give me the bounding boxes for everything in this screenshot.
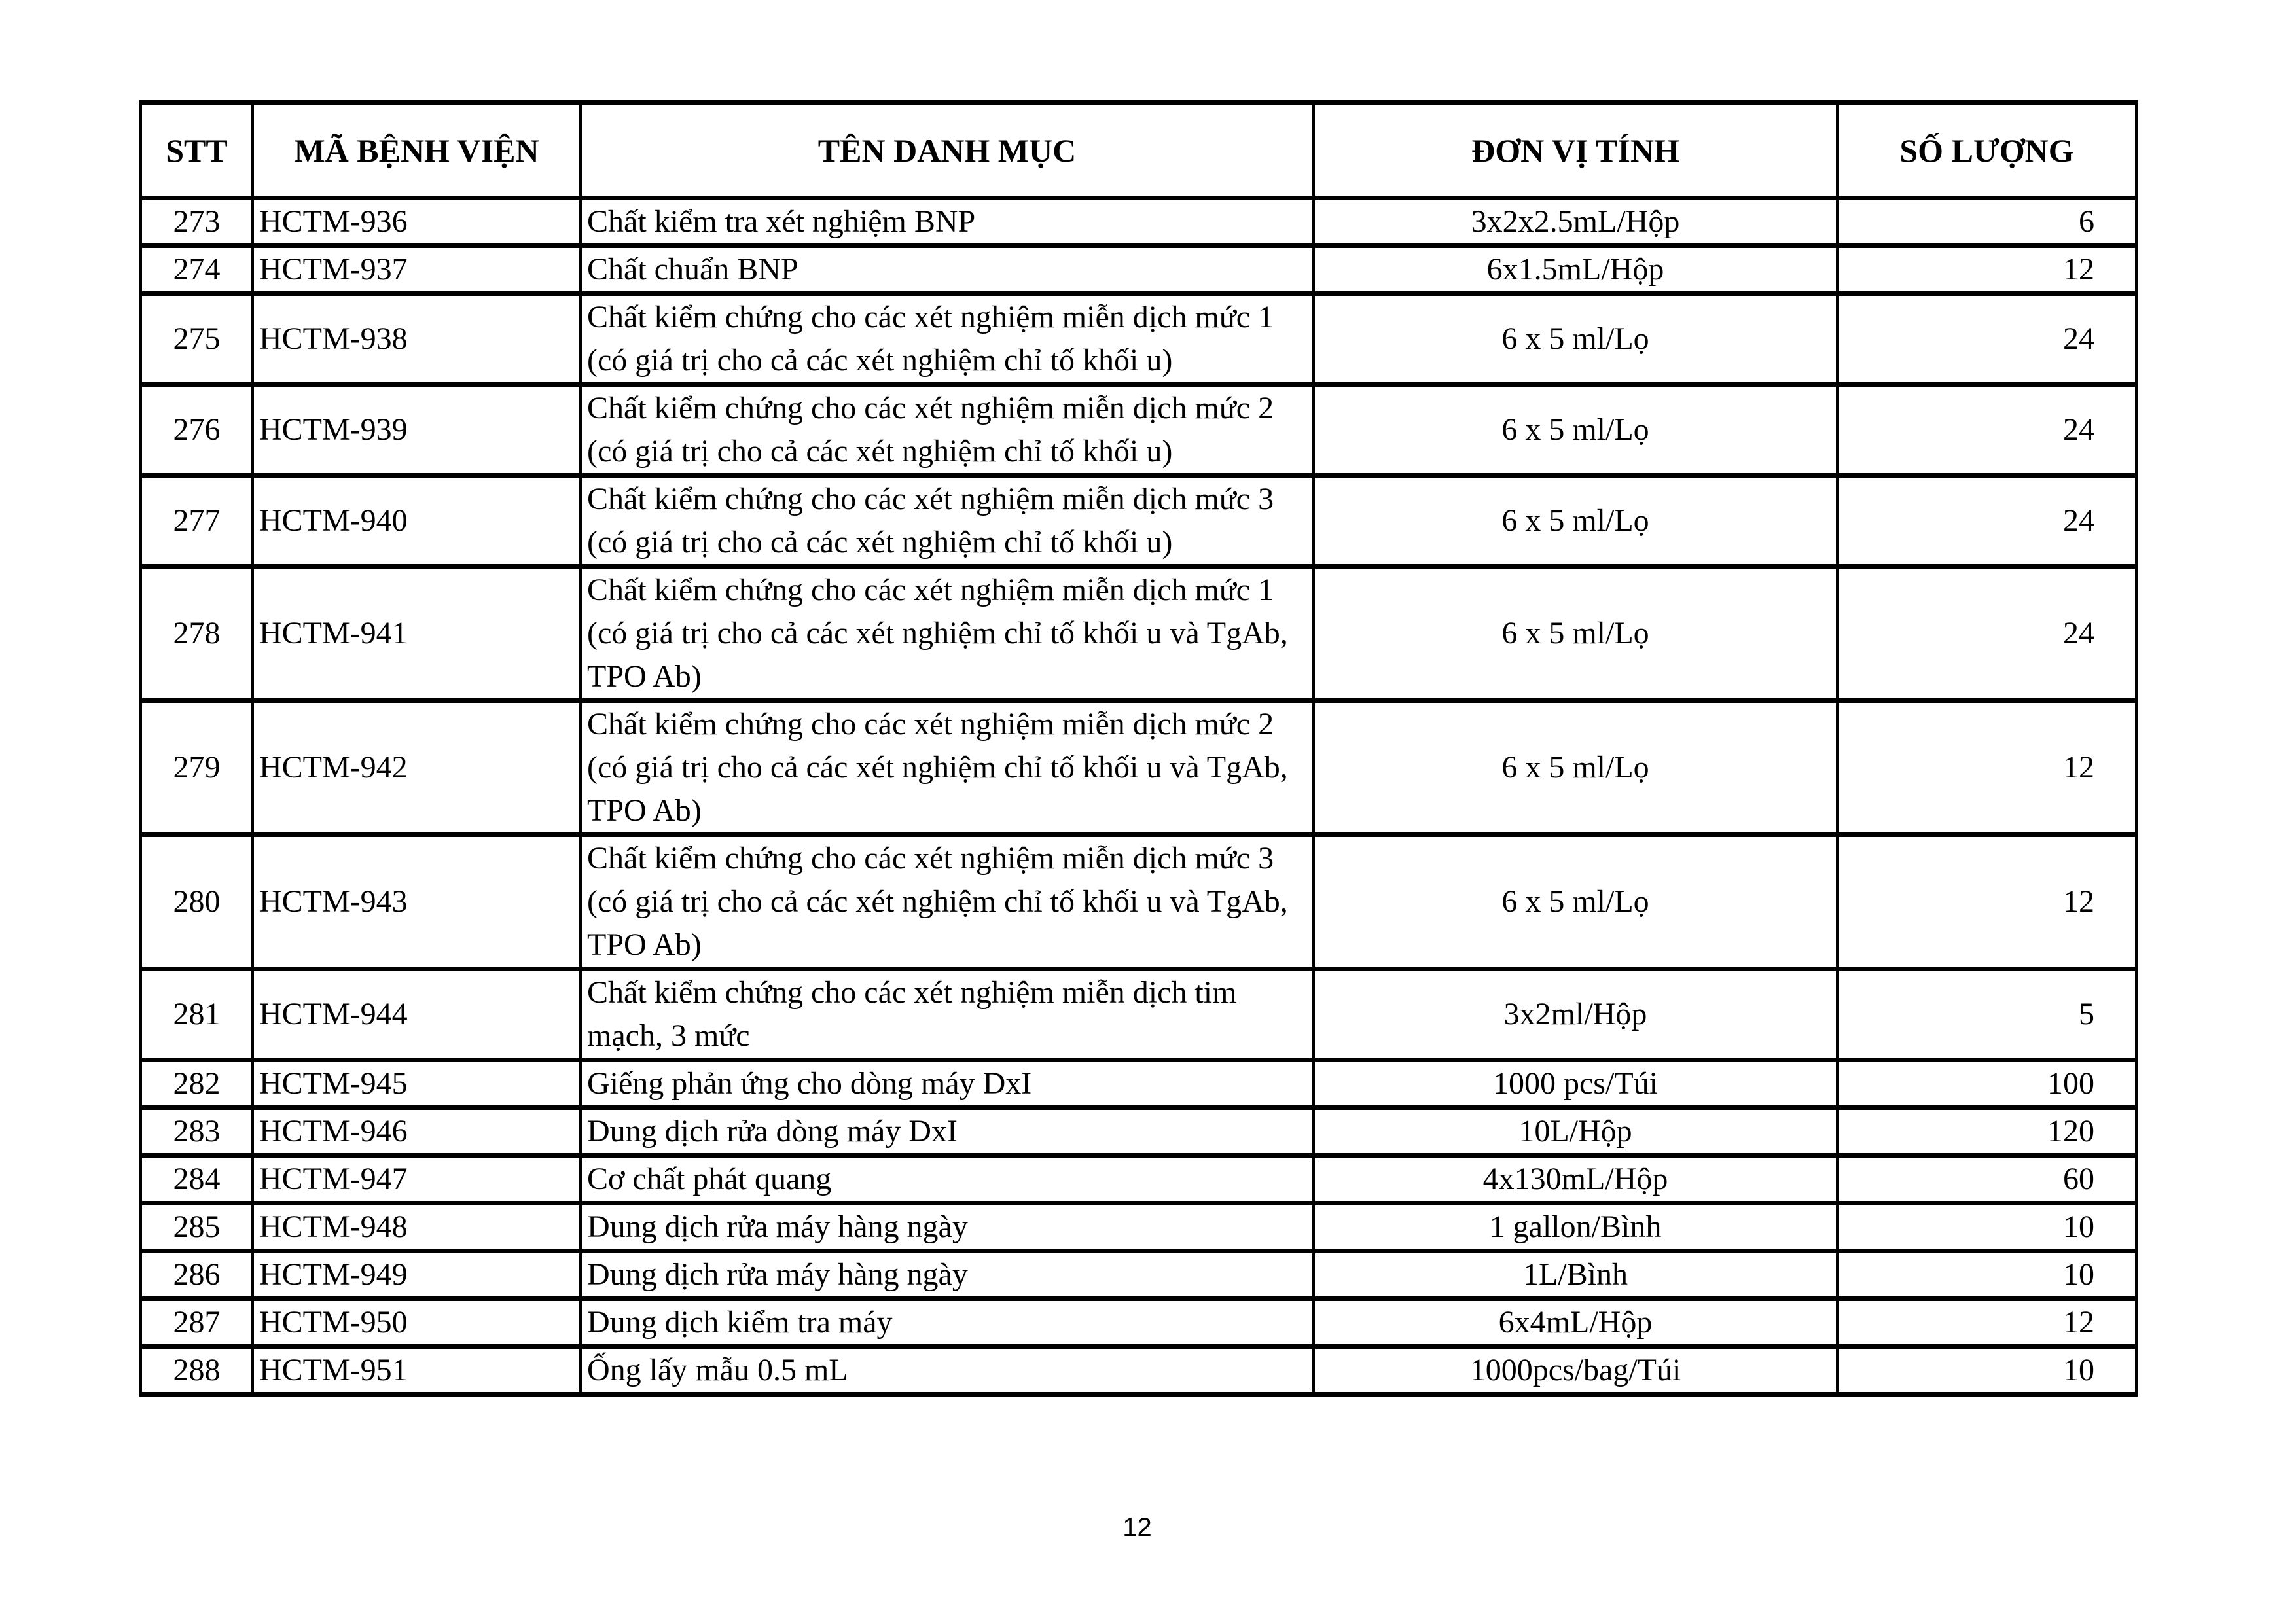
table-row [141,246,2136,294]
column-header-unit: ĐƠN VỊ TÍNH [1314,103,1837,198]
cell-stt: 280 [141,835,253,969]
cell-unit: 1000 pcs/Túi [1314,1060,1837,1108]
cell-qty: 12 [1837,835,2136,969]
cell-unit: 6x4mL/Hộp [1314,1299,1837,1347]
table-row [141,701,2136,835]
cell-unit: 6 x 5 ml/Lọ [1314,701,1837,835]
cell-unit: 6 x 5 ml/Lọ [1314,476,1837,567]
cell-unit: 6 x 5 ml/Lọ [1314,385,1837,476]
page-number: 12 [1122,1513,1152,1542]
cell-code: HCTM-947 [253,1156,581,1204]
cell-qty: 24 [1837,476,2136,567]
cell-unit: 6 x 5 ml/Lọ [1314,835,1837,969]
table-row [141,969,2136,1060]
cell-qty: 10 [1837,1251,2136,1299]
table-row [141,1060,2136,1108]
cell-code: HCTM-944 [253,969,581,1060]
cell-qty: 12 [1837,246,2136,294]
cell-stt: 282 [141,1060,253,1108]
cell-stt: 287 [141,1299,253,1347]
cell-name: Chất kiểm chứng cho các xét nghiệm miễn dịch mức 3 (có giá trị cho cả các xét nghiệm chỉ tố khối u và TgAb, TPO Ab) [581,835,1314,969]
cell-qty: 24 [1837,385,2136,476]
cell-code: HCTM-943 [253,835,581,969]
cell-stt: 273 [141,198,253,246]
cell-code: HCTM-940 [253,476,581,567]
cell-name: Chất kiểm chứng cho các xét nghiệm miễn dịch mức 2 (có giá trị cho cả các xét nghiệm chỉ tố khối u) [581,385,1314,476]
table-row [141,198,2136,246]
cell-name: Chất kiểm chứng cho các xét nghiệm miễn dịch mức 2 (có giá trị cho cả các xét nghiệm chỉ tố khối u và TgAb, TPO Ab) [581,701,1314,835]
cell-code: HCTM-949 [253,1251,581,1299]
cell-qty: 10 [1837,1204,2136,1251]
table-row [141,294,2136,385]
table-body [141,198,2136,1395]
cell-code: HCTM-951 [253,1347,581,1395]
table-row [141,1108,2136,1156]
table-row [141,1156,2136,1204]
cell-qty: 24 [1837,567,2136,701]
cell-qty: 6 [1837,198,2136,246]
cell-code: HCTM-946 [253,1108,581,1156]
cell-name: Cơ chất phát quang [581,1156,1314,1204]
cell-code: HCTM-948 [253,1204,581,1251]
cell-stt: 288 [141,1347,253,1395]
cell-code: HCTM-941 [253,567,581,701]
cell-stt: 276 [141,385,253,476]
cell-unit: 1L/Bình [1314,1251,1837,1299]
cell-qty: 12 [1837,701,2136,835]
table-row [141,1251,2136,1299]
table-row [141,476,2136,567]
cell-stt: 283 [141,1108,253,1156]
cell-unit: 1000pcs/bag/Túi [1314,1347,1837,1395]
cell-code: HCTM-938 [253,294,581,385]
cell-code: HCTM-937 [253,246,581,294]
column-header-stt: STT [141,103,253,198]
cell-name: Dung dịch rửa máy hàng ngày [581,1251,1314,1299]
cell-code: HCTM-945 [253,1060,581,1108]
cell-name: Chất kiểm tra xét nghiệm BNP [581,198,1314,246]
cell-unit: 1 gallon/Bình [1314,1204,1837,1251]
cell-name: Chất kiểm chứng cho các xét nghiệm miễn dịch mức 1 (có giá trị cho cả các xét nghiệm chỉ tố khối u và TgAb, TPO Ab) [581,567,1314,701]
table-row [141,385,2136,476]
cell-name: Chất kiểm chứng cho các xét nghiệm miễn dịch mức 1 (có giá trị cho cả các xét nghiệm chỉ tố khối u) [581,294,1314,385]
cell-stt: 274 [141,246,253,294]
cell-unit: 3x2x2.5mL/Hộp [1314,198,1837,246]
cell-code: HCTM-936 [253,198,581,246]
cell-qty: 100 [1837,1060,2136,1108]
cell-name: Dung dịch rửa dòng máy DxI [581,1108,1314,1156]
cell-stt: 275 [141,294,253,385]
cell-unit: 6 x 5 ml/Lọ [1314,567,1837,701]
table-header [141,103,2136,198]
cell-stt: 278 [141,567,253,701]
column-header-code: MÃ BỆNH VIỆN [253,103,581,198]
cell-code: HCTM-942 [253,701,581,835]
cell-name: Chất kiểm chứng cho các xét nghiệm miễn dịch tim mạch, 3 mức [581,969,1314,1060]
table-row [141,1347,2136,1395]
column-header-name: TÊN DANH MỤC [581,103,1314,198]
cell-qty: 12 [1837,1299,2136,1347]
cell-name: Dung dịch rửa máy hàng ngày [581,1204,1314,1251]
cell-stt: 284 [141,1156,253,1204]
table-row [141,1299,2136,1347]
column-header-qty: SỐ LƯỢNG [1837,103,2136,198]
table-row [141,567,2136,701]
cell-unit: 4x130mL/Hộp [1314,1156,1837,1204]
inventory-table [139,100,2138,1397]
cell-qty: 5 [1837,969,2136,1060]
cell-unit: 6x1.5mL/Hộp [1314,246,1837,294]
cell-qty: 10 [1837,1347,2136,1395]
cell-stt: 285 [141,1204,253,1251]
cell-name: Ống lấy mẫu 0.5 mL [581,1347,1314,1395]
cell-stt: 277 [141,476,253,567]
cell-code: HCTM-950 [253,1299,581,1347]
table-row [141,835,2136,969]
cell-name: Chất kiểm chứng cho các xét nghiệm miễn dịch mức 3 (có giá trị cho cả các xét nghiệm chỉ tố khối u) [581,476,1314,567]
cell-name: Chất chuẩn BNP [581,246,1314,294]
cell-name: Giếng phản ứng cho dòng máy DxI [581,1060,1314,1108]
cell-unit: 6 x 5 ml/Lọ [1314,294,1837,385]
cell-code: HCTM-939 [253,385,581,476]
cell-stt: 286 [141,1251,253,1299]
cell-unit: 3x2ml/Hộp [1314,969,1837,1060]
table-row [141,1204,2136,1251]
cell-qty: 120 [1837,1108,2136,1156]
cell-unit: 10L/Hộp [1314,1108,1837,1156]
header-row [141,103,2136,198]
cell-stt: 279 [141,701,253,835]
cell-stt: 281 [141,969,253,1060]
cell-qty: 24 [1837,294,2136,385]
cell-name: Dung dịch kiểm tra máy [581,1299,1314,1347]
cell-qty: 60 [1837,1156,2136,1204]
